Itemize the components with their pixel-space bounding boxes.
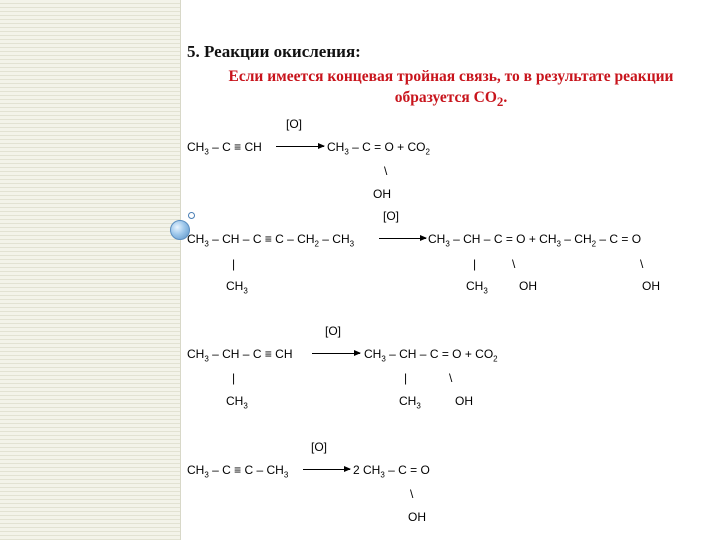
reaction-3-reactant-group: $CH_3$	[226, 394, 248, 411]
stripe-divider	[180, 0, 181, 540]
reaction-2-reactant-group: $CH_3$	[226, 279, 248, 296]
slide-title: 5. Реакции окисления:	[187, 42, 361, 61]
reaction-2-reactant: $CH_3$ – CH – $C \equiv C - CH_2 - CH_3$	[187, 232, 355, 249]
reaction-1-product-group: OH	[373, 187, 391, 201]
reaction-2-product-bond-2: \	[512, 257, 516, 271]
reaction-2-reactant-bond: |	[232, 257, 236, 271]
subtitle-end: .	[503, 89, 508, 106]
reaction-3-product-group-1: $CH_3$	[399, 394, 421, 411]
reaction-2-product-bond-1: |	[473, 257, 477, 271]
subtitle-text: Если имеется концевая тройная связь, то в результате реакции образуется СО	[228, 68, 674, 106]
reaction-3-arrow	[312, 353, 360, 354]
reaction-3-product-group-2: OH	[455, 394, 473, 408]
reaction-3-product-bond-1: |	[404, 371, 408, 385]
reaction-2-product-group-1: $CH_3$	[466, 279, 488, 296]
left-decorative-stripe	[0, 0, 180, 540]
reaction-2-product-group-3: OH	[642, 279, 660, 293]
reaction-2-arrow	[379, 238, 426, 239]
reaction-2-product-bond-3: \	[640, 257, 644, 271]
reaction-4-oxidant: [O]	[311, 440, 328, 454]
reaction-4-product-bond: \	[410, 487, 414, 501]
reaction-4-arrow	[303, 469, 350, 470]
reaction-4-product: 2 $CH_3 - C = O$	[353, 463, 430, 480]
reaction-4-product-group: OH	[408, 510, 426, 524]
reaction-4-reactant: $CH_3 - C \equiv C - CH_3$	[187, 463, 289, 480]
reaction-3-product: $CH_3$ – CH – $C = O + CO_2$	[364, 347, 498, 364]
subtitle-subscript: 2	[496, 94, 504, 110]
decorative-small-bubble-icon	[188, 212, 195, 219]
slide-subtitle	[196, 66, 706, 112]
reaction-1-reactant: $CH_3$ – C ≡ CH	[187, 140, 262, 157]
reaction-2-product: $CH_3$ – CH – $C = O + CH_3 - CH_2 - C = O$	[428, 232, 642, 249]
reaction-1-arrow	[276, 146, 324, 147]
reaction-1-product-bond: \	[384, 164, 388, 178]
reaction-1-oxidant: [O]	[286, 117, 303, 131]
reaction-3-reactant-bond: |	[232, 371, 236, 385]
reaction-3-oxidant: [O]	[325, 324, 342, 338]
reaction-3-reactant: $CH_3$ – CH – C ≡ CH	[187, 347, 293, 364]
reaction-2-product-group-2: OH	[519, 279, 537, 293]
reaction-3-product-bond-2: \	[449, 371, 453, 385]
reaction-1-product: $CH_3 - C = O + CO_2$	[327, 140, 430, 157]
reaction-2-oxidant: [O]	[383, 209, 400, 223]
